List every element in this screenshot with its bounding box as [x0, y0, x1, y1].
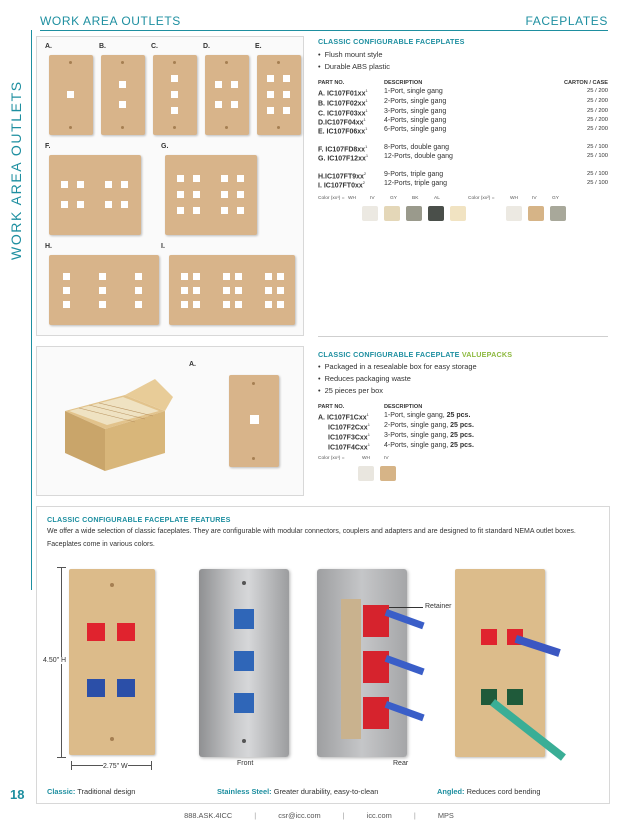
photo-label-e: E. — [255, 43, 262, 50]
header-divider — [40, 30, 608, 31]
features-body: We offer a wide selection of classic faceplates. They are configurable with modular connectors, couplers and adapters and are designed to fit standard NEMA outlet boxes. Faceplates come in various colors. — [47, 528, 576, 548]
rear-plate-image — [317, 569, 407, 757]
vp-color-label: Color (xx¹) = — [318, 456, 345, 461]
page-number: 18 — [10, 787, 25, 802]
table-row: $H.IC107FT9xx^2$ 9-Ports, triple gang 25 / 100 — [318, 171, 608, 181]
vp-bullet-3: • 25 pieces per box — [318, 386, 383, 395]
vp-photo-label: A. — [189, 361, 196, 368]
photo-label-h: H. — [45, 243, 52, 250]
faceplate-12-port-triple — [169, 255, 295, 325]
classic-bullet-2: • Durable ABS plastic — [318, 62, 390, 71]
vp-swatch-ivory — [380, 466, 396, 481]
classic-color-options: Color (xx¹) = WH IV GY BK AL Color (xx²) = WH IV GY — [318, 194, 608, 226]
carton-illustration — [55, 371, 175, 481]
rear-label: Rear — [393, 760, 409, 767]
table-row: IC107F3Cxx$^1$ 3-Ports, single gang, 25 pcs. — [328, 432, 474, 442]
table-row: A. IC107F1Cxx$^1$ 1-Port, single gang, 25 pcs. — [318, 412, 471, 422]
swatch-gray — [406, 206, 422, 221]
features-panel — [36, 506, 610, 804]
col-carton-case: CARTON / CASE — [563, 80, 608, 86]
photo-label-f: F. — [45, 143, 51, 150]
valuepack-photo — [36, 346, 304, 496]
col-part-no: PART NO. — [318, 80, 345, 86]
stainless-plate-image — [199, 569, 289, 757]
valuepack-color-options: Color (xx¹) = WH IV — [318, 454, 438, 486]
faceplate-8-port-double — [49, 155, 141, 235]
faceplate-4-port — [205, 55, 249, 135]
photo-label-c: C. — [151, 43, 158, 50]
angled-plate-image — [455, 569, 545, 757]
vp-col-part-no: PART NO. — [318, 404, 345, 410]
valuepack-parts-table — [318, 404, 608, 452]
header-category: FACEPLATES — [525, 14, 608, 28]
faceplate-2-port — [101, 55, 145, 135]
photo-label-g: G. — [161, 143, 169, 150]
swatch-almond — [450, 206, 466, 221]
caption-angled: Angled: Reduces cord bending — [437, 787, 541, 796]
table-row: $D.IC107F04xx^1$ 4-Ports, single gang 25 / 200 — [318, 117, 608, 127]
color-label-1: Color (xx¹) = — [318, 196, 345, 201]
side-tab — [0, 30, 32, 590]
faceplate-1-port — [49, 55, 93, 135]
faceplate-12-port-double — [165, 155, 257, 235]
features-title: CLASSIC CONFIGURABLE FACEPLATE FEATURES — [47, 515, 231, 524]
retainer-label: Retainer — [425, 603, 452, 610]
table-row: G. $IC107F12xx^1$ 12-Ports, double gang 25 / 100 — [318, 153, 608, 163]
table-row: B. $IC107F02xx^1$ 2-Ports, single gang 25 / 200 — [318, 98, 608, 108]
table-row: IC107F4Cxx$^1$ 4-Ports, single gang, 25 pcs. — [328, 442, 474, 452]
col-description: DESCRIPTION — [384, 80, 423, 86]
table-row: I. $IC107FT0xx^2$ 12-Ports, triple gang 25 / 100 — [318, 180, 608, 190]
faceplates-photo — [36, 36, 304, 336]
vp-bullet-1: • Packaged in a resealable box for easy storage — [318, 362, 477, 371]
valuepack-faceplate — [229, 375, 279, 467]
swatch2-ivory — [528, 206, 544, 221]
width-label: 2.75" W — [103, 763, 128, 770]
faceplate-3-port — [153, 55, 197, 135]
footer-phone: 888.ASK.4ICC — [184, 811, 233, 820]
caption-stainless: Stainless Steel: Greater durability, easy-to-clean — [217, 787, 379, 796]
table-row: E. $IC107F06xx^1$ 6-Ports, single gang 25 / 200 — [318, 126, 608, 136]
classic-plate-image — [69, 569, 155, 755]
footer-email[interactable]: csr@icc.com — [278, 811, 321, 820]
swatch2-white — [506, 206, 522, 221]
classic-parts-table — [318, 80, 608, 190]
table-row: C. $IC107F03xx^1$ 3-Ports, single gang 25 / 200 — [318, 108, 608, 118]
vp-col-description: DESCRIPTION — [384, 404, 423, 410]
photo-label-a: A. — [45, 43, 52, 50]
header-section-title: WORK AREA OUTLETS — [40, 14, 181, 28]
height-label: 4.50" H — [43, 657, 67, 664]
side-tab-label: WORK AREA OUTLETS — [8, 80, 24, 260]
caption-classic: Classic: Traditional design — [47, 787, 136, 796]
table-row: IC107F2Cxx$^1$ 2-Ports, single gang, 25 pcs. — [328, 422, 474, 432]
swatch-white — [362, 206, 378, 221]
color-label-2: Color (xx²) = — [468, 196, 495, 201]
footer-contact: 888.ASK.4ICC | csr@icc.com | icc.com | MPS — [184, 811, 454, 820]
footer-mps: MPS — [437, 811, 454, 820]
section-divider — [318, 336, 608, 337]
valuepack-title: CLASSIC CONFIGURABLE FACEPLATE VALUEPACKS — [318, 350, 513, 359]
table-row: F. $IC107FD8xx^1$ 8-Ports, double gang 25 / 100 — [318, 144, 608, 154]
table-row: A. $IC107F01xx^1$ 1-Port, single gang 25 / 200 — [318, 88, 608, 98]
vp-bullet-2: • Reduces packaging waste — [318, 374, 411, 383]
vp-swatch-white — [358, 466, 374, 481]
faceplate-9-port-triple — [49, 255, 159, 325]
front-label: Front — [237, 760, 254, 767]
valuepack-title-accent: VALUEPACKS — [461, 350, 513, 359]
swatch-ivory — [384, 206, 400, 221]
retainer-pointer — [389, 607, 423, 608]
photo-label-b: B. — [99, 43, 106, 50]
classic-title: CLASSIC CONFIGURABLE FACEPLATES — [318, 37, 465, 46]
swatch2-gray — [550, 206, 566, 221]
photo-label-i: I. — [161, 243, 165, 250]
footer-website[interactable]: icc.com — [366, 811, 392, 820]
faceplate-6-port — [257, 55, 301, 135]
classic-bullet-1: • Flush mount style — [318, 50, 383, 59]
swatch-black — [428, 206, 444, 221]
photo-label-d: D. — [203, 43, 210, 50]
